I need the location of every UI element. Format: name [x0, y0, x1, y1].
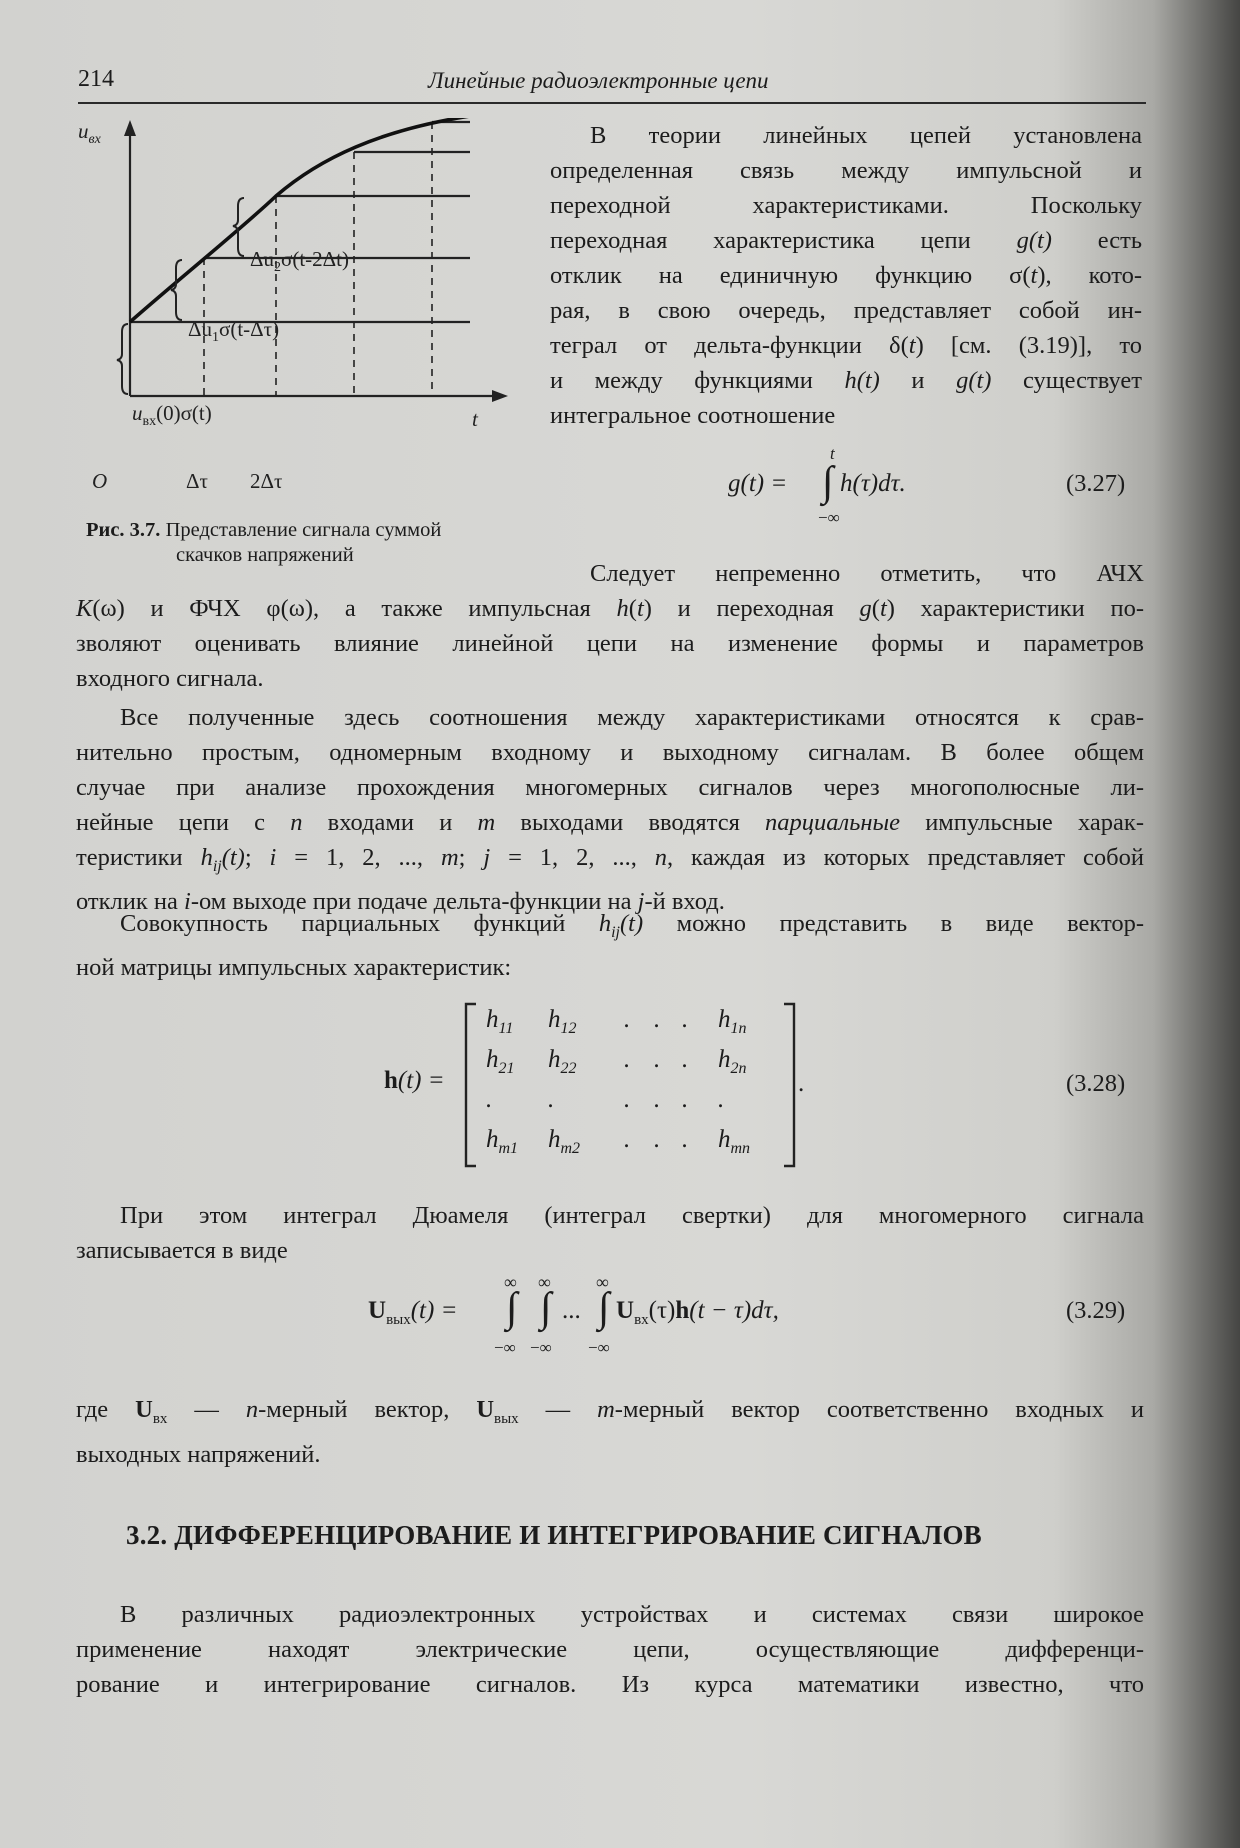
p3-line-1: Все полученные здесь соотношения между характеристиками относятся к срав- [120, 704, 1144, 731]
section-heading: 3.2. ДИФФЕРЕНЦИРОВАНИЕ И ИНТЕГРИРОВАНИЕ СИГНАЛОВ [126, 1520, 982, 1550]
eq327-upper-limit: t [830, 444, 835, 463]
p3-line-2: нительно простым, одномерным входному и выходному сигналам. В более общем [76, 739, 1144, 766]
eq327-integral: ∫ [822, 459, 834, 505]
p1-line-4: переходная характеристика цепи g(t) есть [550, 227, 1142, 254]
paragraph-intro [550, 118, 1142, 433]
matrix-cell: . [486, 1086, 493, 1113]
p4-line-2: ной матрицы импульсных характеристик: [76, 953, 512, 981]
p5-line-1: При этом интеграл Дюамеля (интеграл свертки) для многомерного сигнала [120, 1202, 1144, 1229]
p2-line-3: зволяют оценивать влияние линейной цепи на изменение формы и параметров [76, 630, 1144, 657]
eq327-lhs: g(t) = [728, 470, 788, 497]
eq329-integrand: $U_{вх}(\tau)h(t - \tau)d\tau$, [616, 1297, 779, 1328]
p1-line-5: отклик на единичную функцию σ(t), кото- [550, 262, 1142, 289]
matrix-cell: $h_{11}$ [486, 1006, 514, 1037]
matrix-cell: . [654, 1126, 661, 1153]
figure-3-7 [70, 118, 510, 500]
page-number: 214 [78, 66, 114, 92]
eq329-lower-1: −∞ [494, 1338, 516, 1357]
eq329-lower-3: −∞ [588, 1338, 610, 1357]
matrix-cell: . [682, 1126, 689, 1153]
matrix-cell: . [548, 1086, 555, 1113]
p5-line-2: записывается в виде [76, 1237, 288, 1264]
p3-line-6: отклик на i-ом выходе при подаче дельта-функции на j-й вход. [76, 887, 725, 915]
p6-line-2: выходных напряжений. [76, 1440, 321, 1468]
p1-line-8: и между функциями h(t) и g(t) существует [550, 367, 1142, 394]
x-axis-arrow [492, 390, 508, 402]
y-axis-label: $u_{вх}$ [78, 119, 101, 147]
eq329-dots: ... [562, 1297, 581, 1324]
caption-text-2: скачков напряжений [176, 544, 354, 566]
eq329-upper-3: ∞ [596, 1272, 609, 1292]
matrix-cell: . [682, 1086, 689, 1113]
p2-line-1: Следует непременно отметить, что АЧХ [590, 560, 1144, 587]
matrix-cell: . [682, 1046, 689, 1073]
paragraph-matrix-intro [76, 906, 1144, 985]
eq329-lhs: $U_{вых}(t)$ = [368, 1297, 458, 1328]
eq329-upper-2: ∞ [538, 1272, 551, 1292]
matrix-cell: . [624, 1006, 631, 1033]
eq329-integral-1: ∫ [506, 1285, 518, 1331]
p1-line-2: определенная связь между импульсной и [550, 157, 1142, 184]
matrix-cell: . [654, 1046, 661, 1073]
matrix-cell: $h_{2n}$ [718, 1046, 747, 1077]
paragraph-duhamel [76, 1198, 1144, 1268]
matrix-cell: . [624, 1046, 631, 1073]
matrix-cell: . [718, 1086, 725, 1113]
p1-line-9: интегральное соотношение [550, 402, 836, 429]
step0-label: $u_{вх}(0)\sigma(t)$ [132, 401, 212, 429]
page-header [78, 66, 1146, 104]
p7-line-2: применение находят электрические цепи, осуществляющие дифференци- [76, 1636, 1144, 1663]
eq329-lower-2: −∞ [530, 1338, 552, 1357]
matrix-cell: . [624, 1086, 631, 1113]
p3-line-4: нейные цепи с n входами и m выходами вводятся парциальные импульсные харак- [76, 809, 1144, 836]
p7-line-1: В различных радиоэлектронных устройствах и системах связи широкое [120, 1601, 1144, 1628]
eq327-lower-limit: −∞ [818, 508, 840, 527]
matrix-cell: $h_{m2}$ [548, 1126, 581, 1157]
matrix-cell: $h_{1n}$ [718, 1006, 747, 1037]
brace-step1 [171, 260, 182, 320]
p1-line-1: В теории линейных цепей установлена [590, 122, 1142, 149]
matrix-grid [478, 1006, 788, 1166]
p2-line-4: входного сигнала. [76, 665, 264, 692]
origin-label: O [92, 469, 108, 493]
paragraph-where [76, 1392, 1144, 1472]
p1-line-7: теграл от дельта-функции δ(t) [см. (3.19)], то [550, 332, 1142, 359]
matrix-cell: . [654, 1086, 661, 1113]
matrix-cell: $h_{m1}$ [486, 1126, 519, 1157]
matrix-cell: $h_{mn}$ [718, 1126, 751, 1157]
eq328-lhs: h(t) = [384, 1067, 445, 1094]
eq329-upper-1: ∞ [504, 1272, 517, 1292]
matrix-cell: $h_{12}$ [548, 1006, 577, 1037]
p4-line-1: Совокупность парциальных функций $h_{ij}(t)$ можно представить в виде вектор- [120, 910, 1144, 941]
p3-line-3: случае при анализе прохождения многомерных сигналов через многополюсные ли- [76, 774, 1144, 801]
tick-label-2dt: 2Δτ [250, 469, 283, 493]
paragraph-afc [76, 556, 1144, 696]
step2-label: $\Delta u_2\sigma(t-2\Delta t)$ [250, 247, 349, 275]
step1-label: $\Delta u_1\sigma(t-\Delta\tau)$ [188, 317, 280, 345]
matrix-cell: $h_{22}$ [548, 1046, 577, 1077]
p1-line-3: переходной характеристиками. Поскольку [550, 192, 1142, 219]
tick-label-dt: Δτ [186, 469, 208, 493]
matrix-cell: . [654, 1006, 661, 1033]
matrix-cell: . [682, 1006, 689, 1033]
p3-line-5: теристики $h_{ij}(t)$; i = 1, 2, ..., m; j = 1, 2, ..., n, каждая из которых представляет собой [76, 844, 1144, 875]
matrix-cell: $h_{21}$ [486, 1046, 515, 1077]
caption-number: Рис. 3.7. [86, 519, 161, 541]
x-axis-label: t [472, 407, 478, 431]
paragraph-multidim [76, 700, 1144, 919]
matrix-cell: . [624, 1126, 631, 1153]
brace-step0 [117, 324, 128, 394]
p6-line-1: где $U_{вх}$ — n-мерный вектор, $U_{вых}$ — m-мерный вектор соответственно входных и [76, 1396, 1145, 1427]
p1-line-6: рая, в свою очередь, представляет собой ин- [550, 297, 1142, 324]
p7-line-3: рование и интегрирование сигналов. Из курса математики известно, что [76, 1671, 1144, 1698]
eq329-number: (3.29) [1066, 1297, 1126, 1324]
caption-text-1: Представление сигнала суммой [165, 519, 442, 541]
running-title: Линейные радиоэлектронные цепи [428, 68, 769, 93]
eq329-integral-3: ∫ [598, 1285, 610, 1331]
y-axis-arrow [124, 120, 136, 136]
eq328-period: . [798, 1070, 805, 1097]
eq327-integrand: h(τ)dτ. [840, 470, 906, 497]
eq329-integral-2: ∫ [540, 1285, 552, 1331]
signal-curve [130, 118, 470, 322]
eq327-number: (3.27) [1066, 470, 1126, 497]
p2-line-2: K(ω) и ФЧХ φ(ω), а также импульсная h(t) и переходная g(t) характеристики по- [76, 595, 1144, 622]
eq328-number: (3.28) [1066, 1070, 1126, 1097]
paragraph-section-intro [76, 1597, 1144, 1702]
